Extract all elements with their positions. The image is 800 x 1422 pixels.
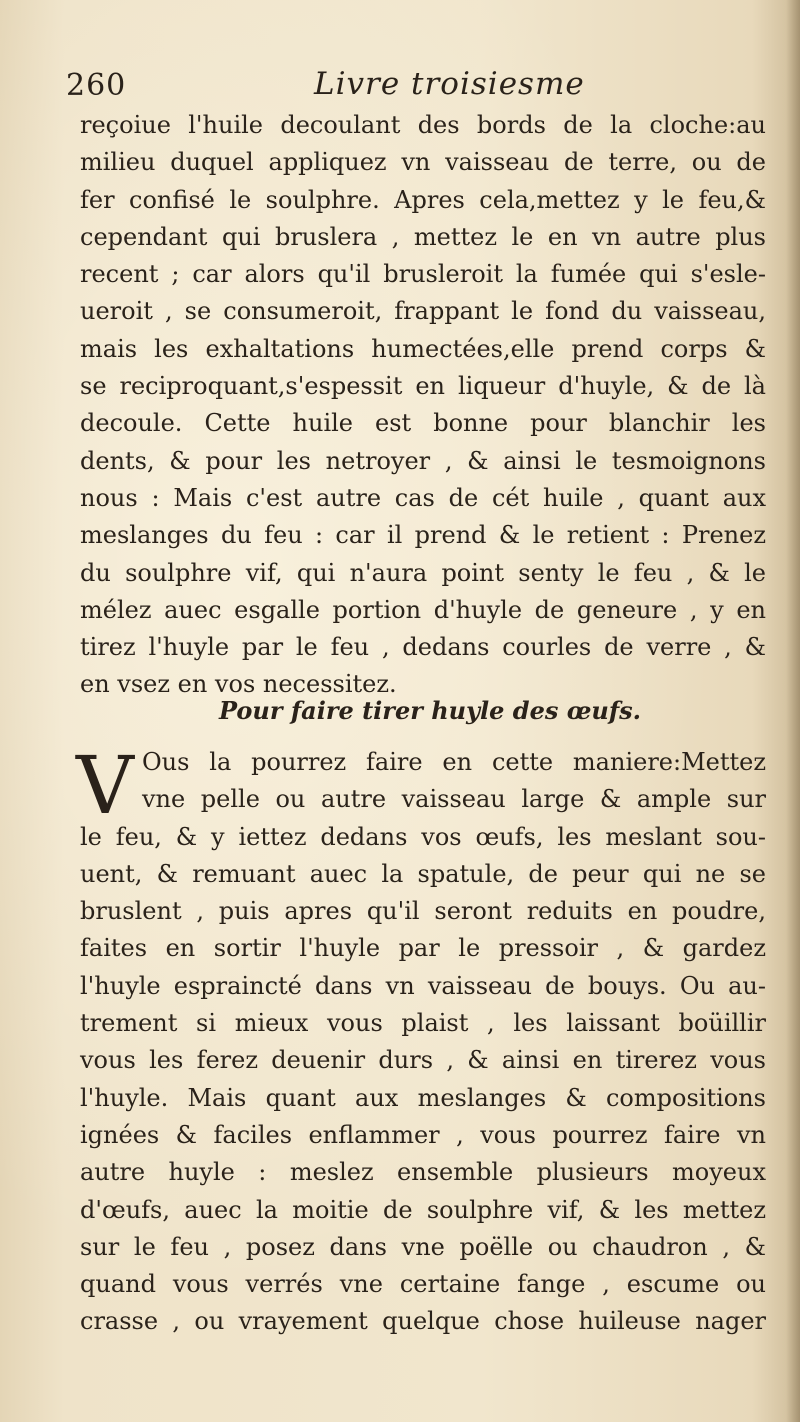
text-line: crasse , ou vrayement quelque chose huileuse nager xyxy=(80,1307,766,1336)
page-edge-shadow xyxy=(786,0,800,1422)
text-line: se reciproquant,s'espessit en liqueur d'huyle, & de là xyxy=(80,372,766,401)
text-line: tirez l'huyle par le feu , dedans courles de verre , & xyxy=(80,633,766,662)
section-heading: Pour faire tirer huyle des œufs. xyxy=(218,696,642,725)
text-line: mélez auec esgalle portion d'huyle de geneure , y en xyxy=(80,595,766,624)
running-head xyxy=(66,66,766,110)
text-line: recent ; car alors qu'il brusleroit la fumée qui s'esle- xyxy=(80,260,766,289)
text-line: d'œufs, auec la moitie de soulphre vif, & les mettez xyxy=(80,1195,766,1224)
text-line: l'huyle espraincté dans vn vaisseau de bouys. Ou au- xyxy=(80,971,766,1000)
text-line: quand vous verrés vne certaine fange , escume ou xyxy=(80,1270,766,1299)
page-number: 260 xyxy=(66,68,127,103)
text-line: l'huyle. Mais quant aux meslanges & compositions xyxy=(80,1083,766,1112)
text-line: uent, & remuant auec la spatule, de peur qui ne se xyxy=(80,859,766,888)
paragraph-oil-of-eggs xyxy=(80,744,766,1341)
text-line: faites en sortir l'huyle par le pressoir , & gardez xyxy=(80,934,766,963)
text-line: nous : Mais c'est autre cas de cét huile , quant aux xyxy=(80,483,766,512)
paragraph-oil-of-sulphur xyxy=(80,107,766,704)
text-line: autre huyle : meslez ensemble plusieurs moyeux xyxy=(80,1158,766,1187)
text-line: cependant qui bruslera , mettez le en vn autre plus xyxy=(80,222,766,251)
text-line: dents, & pour les netroyer , & ainsi le tesmoignons xyxy=(80,446,766,475)
drop-cap-initial: V xyxy=(76,739,134,832)
text-line: vne pelle ou autre vaisseau large & ample sur xyxy=(142,785,766,814)
text-line: fer confisé le soulphre. Apres cela,mettez y le feu,& xyxy=(80,185,766,214)
text-line: bruslent , puis apres qu'il seront reduits en poudre, xyxy=(80,897,766,926)
text-line: reçoiue l'huile decoulant des bords de la cloche:au xyxy=(80,111,766,139)
text-line: meslanges du feu : car il prend & le retient : Prenez xyxy=(80,521,766,550)
text-line: sur le feu , posez dans vne poëlle ou chaudron , & xyxy=(80,1232,766,1261)
text-line: en vsez en vos necessitez. xyxy=(80,670,397,699)
text-line: trement si mieux vous plaist , les laissant boüillir xyxy=(80,1009,766,1038)
text-line: ignées & faciles enflammer , vous pourrez faire vn xyxy=(80,1120,766,1149)
text-line: vous les ferez deuenir durs , & ainsi en tirerez vous xyxy=(80,1046,766,1075)
text-line: le feu, & y iettez dedans vos œufs, les meslant sou- xyxy=(80,822,766,851)
text-line: decoule. Cette huile est bonne pour blanchir les xyxy=(80,409,766,438)
running-title: Livre troisiesme xyxy=(314,66,585,102)
text-line: milieu duquel appliquez vn vaisseau de terre, ou de xyxy=(80,148,766,177)
text-line: du soulphre vif, qui n'aura point senty le feu , & le xyxy=(80,558,766,587)
text-line: ueroit , se consumeroit, frappant le fond du vaisseau, xyxy=(80,297,766,326)
text-line: mais les exhaltations humectées,elle prend corps & xyxy=(80,334,766,363)
text-line: Ous la pourrez faire en cette maniere:Mettez xyxy=(142,748,766,776)
